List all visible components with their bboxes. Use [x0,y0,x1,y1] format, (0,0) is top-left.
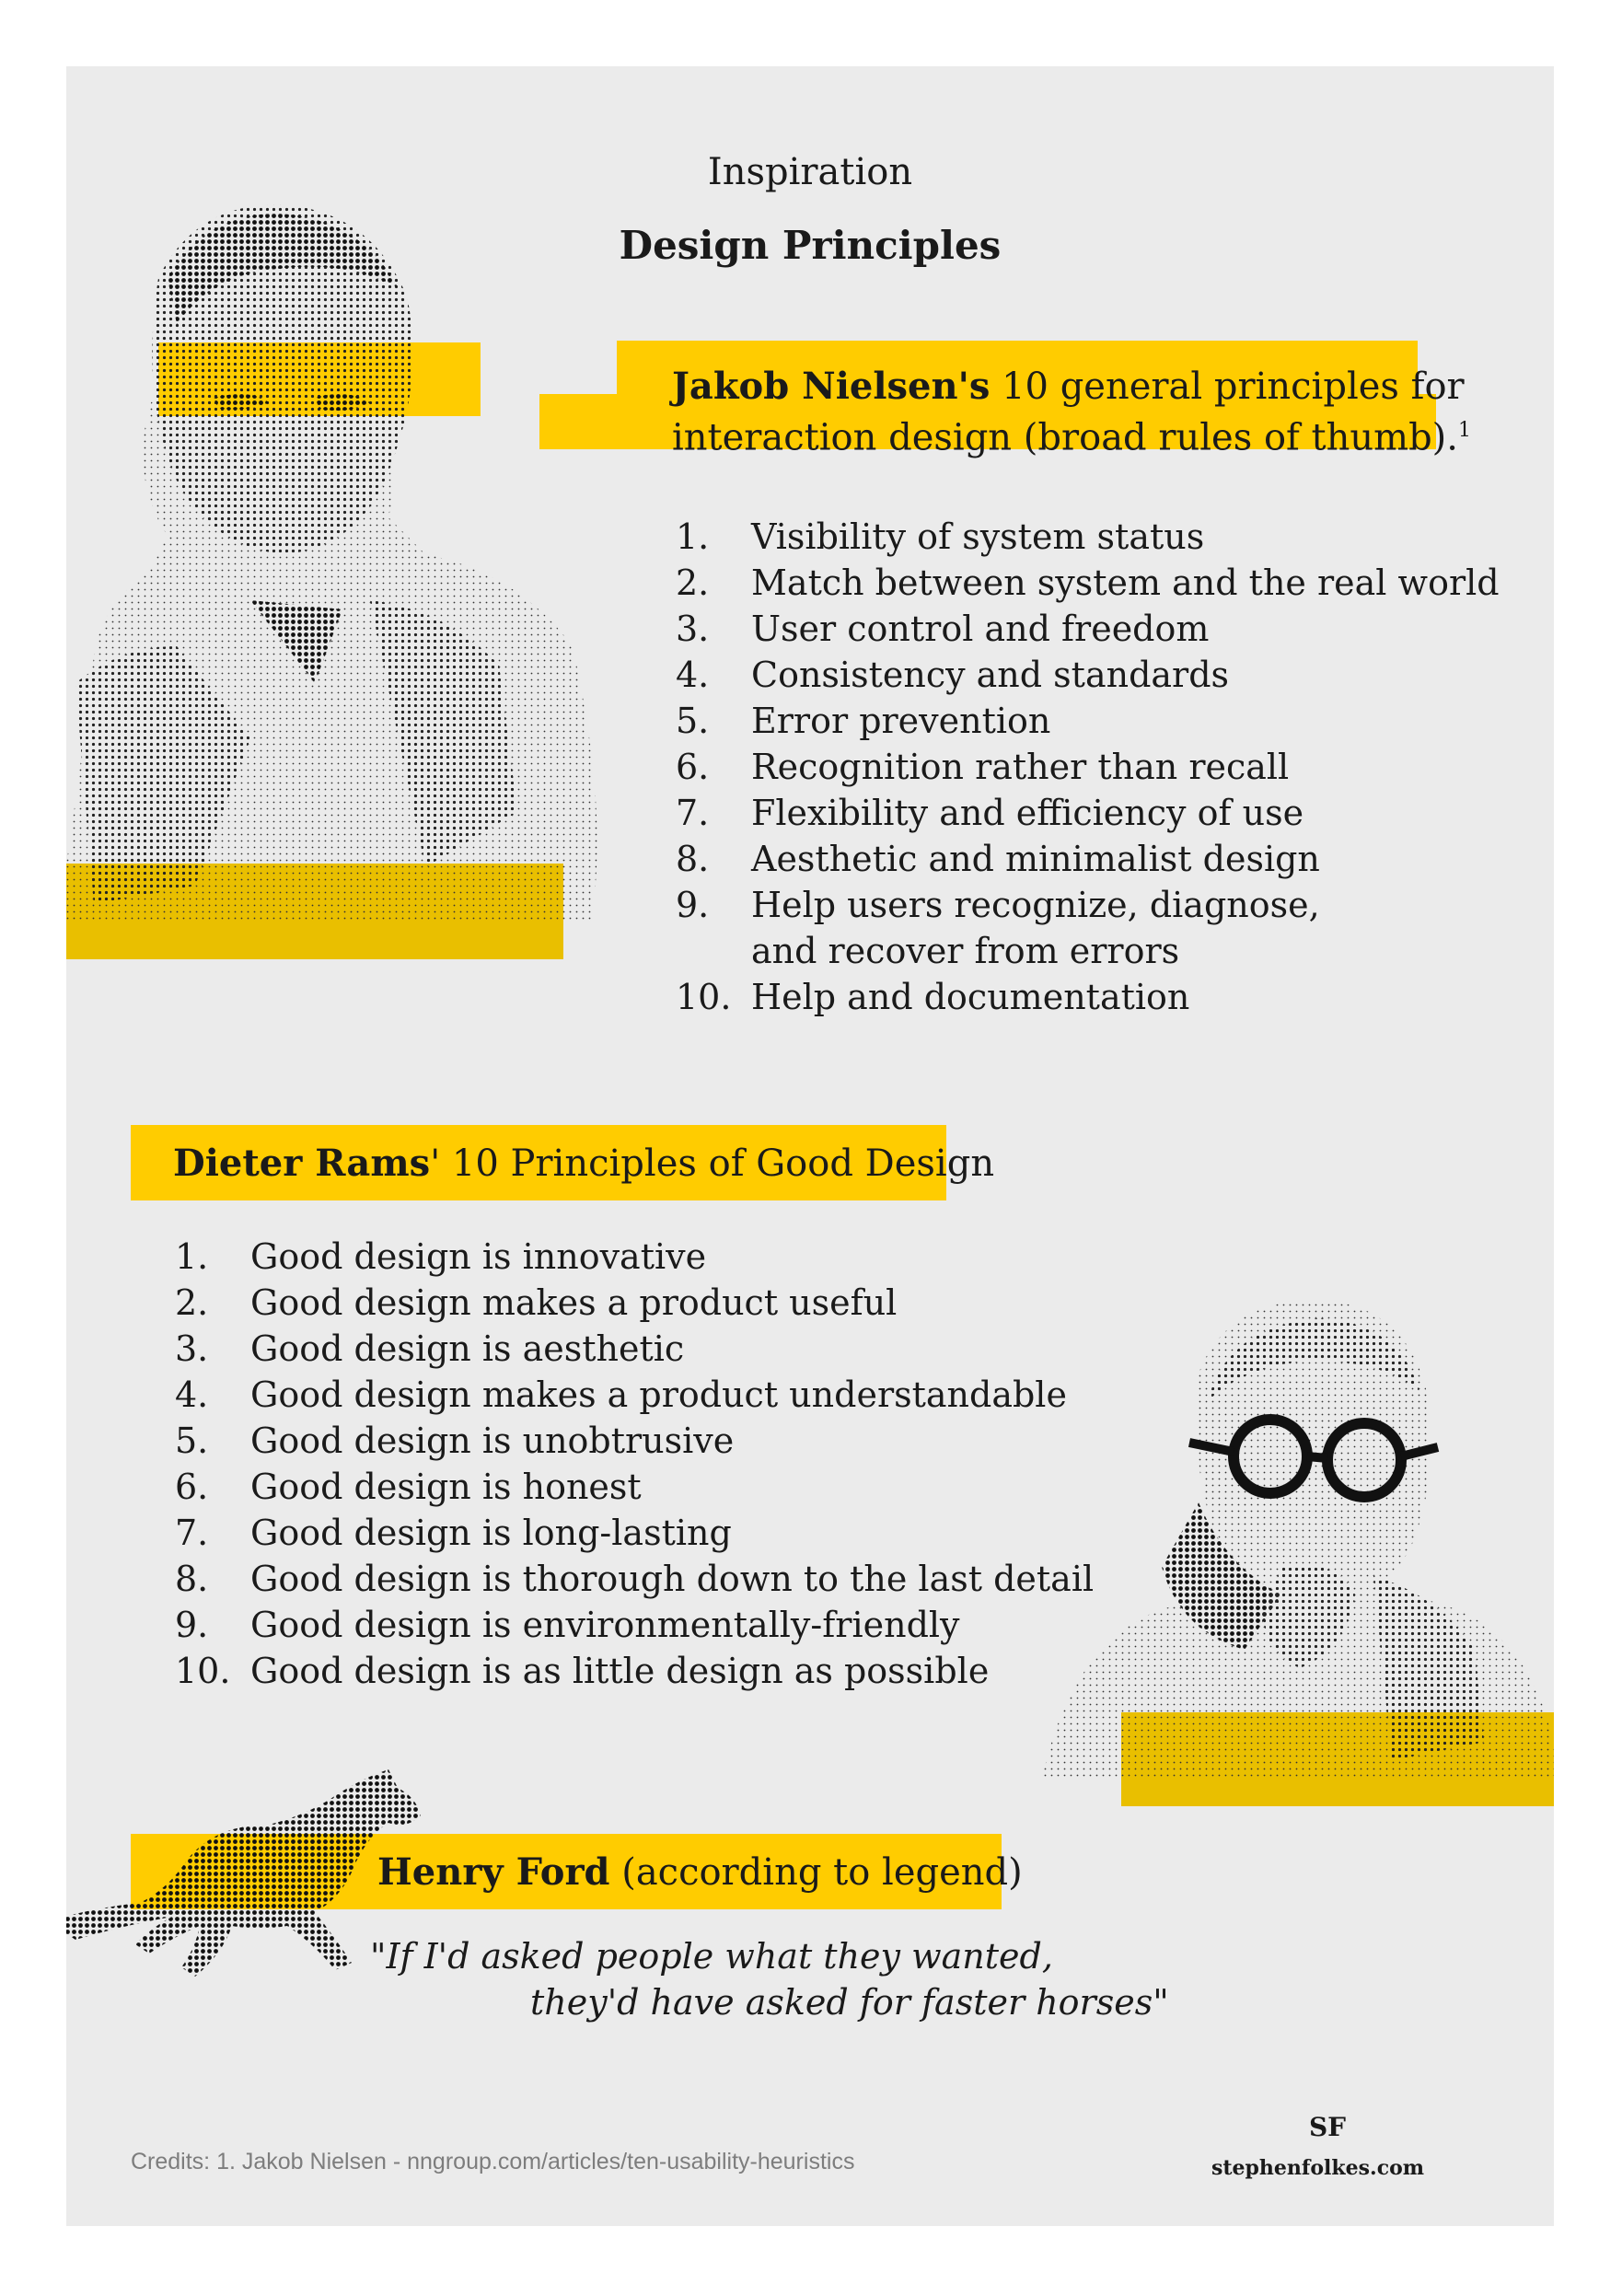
nielsen-principle-number: 8. [676,839,710,879]
rams-principle-item [175,1280,1141,1326]
nielsen-principle-number: 3. [676,609,710,649]
rams-principle-number: 5. [175,1421,209,1461]
nielsen-principle-number: 6. [676,747,710,787]
ford-quote-line1: "If I'd asked people what they wanted, [370,1936,1053,1977]
ford-name: Henry Ford [377,1850,610,1894]
nielsen-principle-text: Consistency and standards [751,655,1230,695]
rams-principle-text: Good design is honest [250,1467,642,1507]
nielsen-principle-text: Error prevention [751,701,1051,741]
rams-principle-number: 2. [175,1282,209,1323]
rams-principle-item [175,1326,1141,1372]
rams-principle-text: Good design makes a product understandable [250,1374,1067,1415]
kicker: Inspiration [707,151,913,193]
rams-principle-item [175,1464,1141,1510]
rams-principle-item [175,1510,1141,1556]
rams-principle-number: 9. [175,1605,209,1645]
jakob-nielsen-portrait-icon [66,168,609,922]
nielsen-principle-text: Match between system and the real world [751,562,1500,603]
nielsen-principle-text: Aesthetic and minimalist design [751,839,1320,879]
rams-principle-text: Good design is innovative [250,1236,707,1277]
nielsen-principle-number: 1. [676,516,710,557]
nielsen-name: Jakob Nielsen's [672,365,991,408]
nielsen-principle-number: 5. [676,701,710,741]
rams-principle-number: 1. [175,1236,209,1277]
nielsen-principle-text: Flexibility and efficiency of use [751,793,1304,833]
poster-sheet [66,66,1554,2226]
dieter-rams-portrait-icon [1042,1263,1554,1779]
rams-principle-text: Good design is unobtrusive [250,1421,735,1461]
sf-monogram: SF [1308,2112,1347,2142]
nielsen-principle-item [676,744,1541,790]
nielsen-principle-number: 2. [676,562,710,603]
rams-principle-item [175,1372,1141,1418]
rams-principle-text: Good design is long-lasting [250,1513,732,1553]
nielsen-principle-text: User control and freedom [751,609,1210,649]
rams-principle-text: Good design is thorough down to the last detail [250,1559,1095,1599]
nielsen-principle-text: Recognition rather than recall [751,747,1290,787]
nielsen-principle-item [676,790,1541,836]
nielsen-principle-item [676,928,1541,974]
nielsen-principle-item [676,974,1541,1020]
nielsen-principle-item [676,652,1541,698]
rams-principles-list [175,1234,1141,1694]
nielsen-principle-text: and recover from errors [751,931,1180,971]
page-title: Design Principles [619,223,1002,268]
nielsen-heading-rest: 10 general principles for [990,365,1465,408]
rams-principle-text: Good design is environmentally-friendly [250,1605,960,1645]
rams-heading [173,1140,994,1188]
rams-principle-text: Good design is aesthetic [250,1328,685,1369]
rams-principle-number: 4. [175,1374,209,1415]
nielsen-principle-text: Help users recognize, diagnose, [751,885,1320,925]
nielsen-principle-item [676,836,1541,882]
rams-principle-text: Good design is as little design as possible [250,1651,990,1691]
rams-principle-item [175,1418,1141,1464]
nielsen-principle-number: 9. [676,885,710,925]
credits: Credits: 1. Jakob Nielsen - nngroup.com/articles/ten-usability-heuristics [131,2149,855,2174]
nielsen-principle-number: 4. [676,655,710,695]
rams-name: Dieter Rams [173,1142,431,1185]
nielsen-principle-item [676,606,1541,652]
nielsen-principle-number: 7. [676,793,710,833]
rams-principle-text: Good design makes a product useful [250,1282,898,1323]
rams-heading-rest: ' 10 Principles of Good Design [430,1142,995,1185]
rams-principle-item [175,1602,1141,1648]
footnote-mark: 1 [1458,419,1472,442]
website-label: stephenfolkes.com [1211,2156,1425,2180]
nielsen-principle-number: 10. [676,977,732,1017]
nielsen-heading-line1 [672,363,1465,411]
nielsen-principle-item [676,514,1541,560]
nielsen-principle-item [676,882,1541,928]
rams-principle-number: 10. [175,1651,231,1691]
ford-quote-line2: they'd have asked for faster horses" [530,1982,1169,2023]
nielsen-heading-line2-text: interaction design (broad rules of thumb). [672,416,1459,459]
rams-principle-number: 3. [175,1328,209,1369]
nielsen-heading-line2 [672,407,1471,461]
nielsen-principle-text: Help and documentation [751,977,1190,1017]
rams-principle-number: 6. [175,1467,209,1507]
nielsen-principle-item [676,560,1541,606]
rams-principle-number: 7. [175,1513,209,1553]
nielsen-principle-item [676,698,1541,744]
nielsen-principle-text: Visibility of system status [751,516,1205,557]
rams-principle-number: 8. [175,1559,209,1599]
ford-heading-rest: (according to legend) [609,1851,1023,1894]
ford-heading [377,1849,1023,1896]
nielsen-principles-list [676,514,1541,1020]
rams-principle-item [175,1556,1141,1602]
rams-principle-item [175,1234,1141,1280]
rams-principle-item [175,1648,1141,1694]
